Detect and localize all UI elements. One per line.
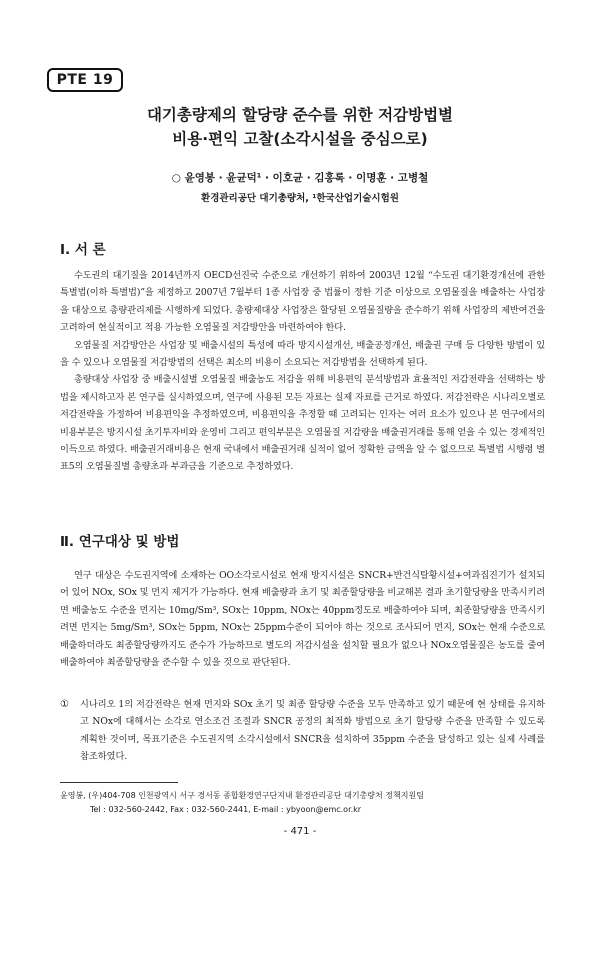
paper-title-line-2: 비용·편익 고찰(소각시설을 중심으로)	[172, 130, 428, 148]
footnote-divider	[60, 782, 178, 783]
introduction-body	[60, 267, 545, 476]
paper-title-line-1: 대기총량제의 할당량 준수를 위한 저감방법별	[146, 106, 454, 124]
section-heading-introduction: Ⅰ. 서 론	[60, 242, 106, 258]
scenario-marker: ①	[60, 699, 69, 710]
footnote-contact: Tel : 032-560-2442, Fax : 032-560-2441, E-mail : ybyoon@emc.or.kr	[90, 805, 362, 814]
section-heading-methods: Ⅱ. 연구대상 및 방법	[60, 534, 180, 550]
scenario-text: 시나리오 1의 저감전략은 현재 먼지와 SOx 초기 및 최종 할당량 수준을 모두 만족하고 있기 때문에 현 상태를 유지하고 NOx에 대해서는 소각로 연소조건 조절과 SNCR 공정의 최적화 방법으로 초기 할당량 수준을 만족할 수 있도록 계획한 것이며, 목표기준은 수도권지역 소각시설에서 SNCR을 설치하여 35ppm 수준을 달성하고 있는 실제 사례를 참조하였다.	[80, 699, 546, 763]
footnote-address: 윤영봉, (우)404-708 인천광역시 서구 경서동 종합환경연구단지내 환경관리공단 대기총량처 정책지원팀	[60, 791, 424, 800]
page-number: - 471 -	[283, 826, 317, 837]
scenario-item	[60, 696, 545, 766]
methods-paragraph: 연구 대상은 수도권지역에 소재하는 OO소각로시설로 현재 방지시설은 SNCR+반건식탈황시설+여과집진기가 설치되어 있어 NOx, SOx 및 먼지 제거가 가능하다. 현재 배출량과 초기 및 최종할당량을 비교해본 결과 초기할당량을 만족시키려면 배출농도 수준을 먼지는 10mg/Sm³, SOx는 10ppm, NOx는 40ppm정도로 배출하여야 되며, 최종할당량을 만족시키려면 먼지는 5mg/Sm³, SOx는 5ppm, NOx는 25ppm수준이 되어야 하는 것으로 조사되어 먼지, SOx는 현재 수준으로 배출하더라도 최종할당량까지도 준수가 가능하므로 별도의 저감시설을 설치할 필요가 없으나 NOx오염물질은 농도를 줄여 배출하여야 최종할당량을 준수할 수 있을 것으로 판단된다.	[60, 570, 545, 669]
session-code-badge: PTE 19	[47, 68, 123, 92]
intro-paragraph: 총량대상 사업장 중 배출시설별 오염물질 배출농도 저감을 위해 비용편익 분석방법과 효율적인 저감전략을 선택하는 방법을 제시하고자 본 연구를 실시하였으며, 연구에 사용된 모든 자료는 실제 자료를 근거로 하였다. 저감전략은 시나리오별로 저감전략을 가정하여 비용편익을 추정하였으며, 비용편익을 추정할 때 고려되는 인자는 여러 요소가 있으나 본 연구에서의 비용부분은 방지시설 초기투자비와 운영비 그리고 편익부분은 오염물질 저감량을 배출권거래를 통해 얻을 수 있는 경제적인 이득으로 하였다. 배출권거래비용은 현재 국내에서 배출권거래 실적이 없어 정확한 금액을 알 수 없으므로 특별법 시행령 별표5의 오염물질별 총량초과 부과금을 기준으로 추정하였다.	[60, 374, 545, 473]
intro-paragraph: 수도권의 대기질을 2014년까지 OECD선진국 수준으로 개선하기 위하여 2003년 12월 “수도권 대기환경개선에 관한 특별법(이하 특별법)”을 제정하고 2007년 7월부터 1종 사업장 중 법률이 정한 기준 이상으로 오염물질을 배출하는 사업장을 대상으로 총량관리제를 시행하게 되었다. 총량제대상 사업장은 할당된 오염물질량을 준수하기 위해 사업장의 제반여건을 고려하여 현실적이고 적용 가능한 오염물질 저감방안을 마련하여야 한다.	[60, 270, 545, 334]
author-list: ○ 윤영봉 · 윤균덕¹ · 이호균 · 김홍록 · 이명훈 · 고병철	[171, 172, 429, 184]
methods-body	[60, 567, 545, 671]
intro-paragraph: 오염물질 저감방안은 사업장 및 배출시설의 특성에 따라 방지시설개선, 배출공정개선, 배출권 구매 등 다양한 방법이 있을 수 있으나 오염물질 저감방법의 선택은 최소의 비용이 소요되는 저감방법을 선택하게 된다.	[60, 339, 545, 369]
affiliation: 환경관리공단 대기총량처, ¹한국산업기술시험원	[201, 193, 399, 204]
